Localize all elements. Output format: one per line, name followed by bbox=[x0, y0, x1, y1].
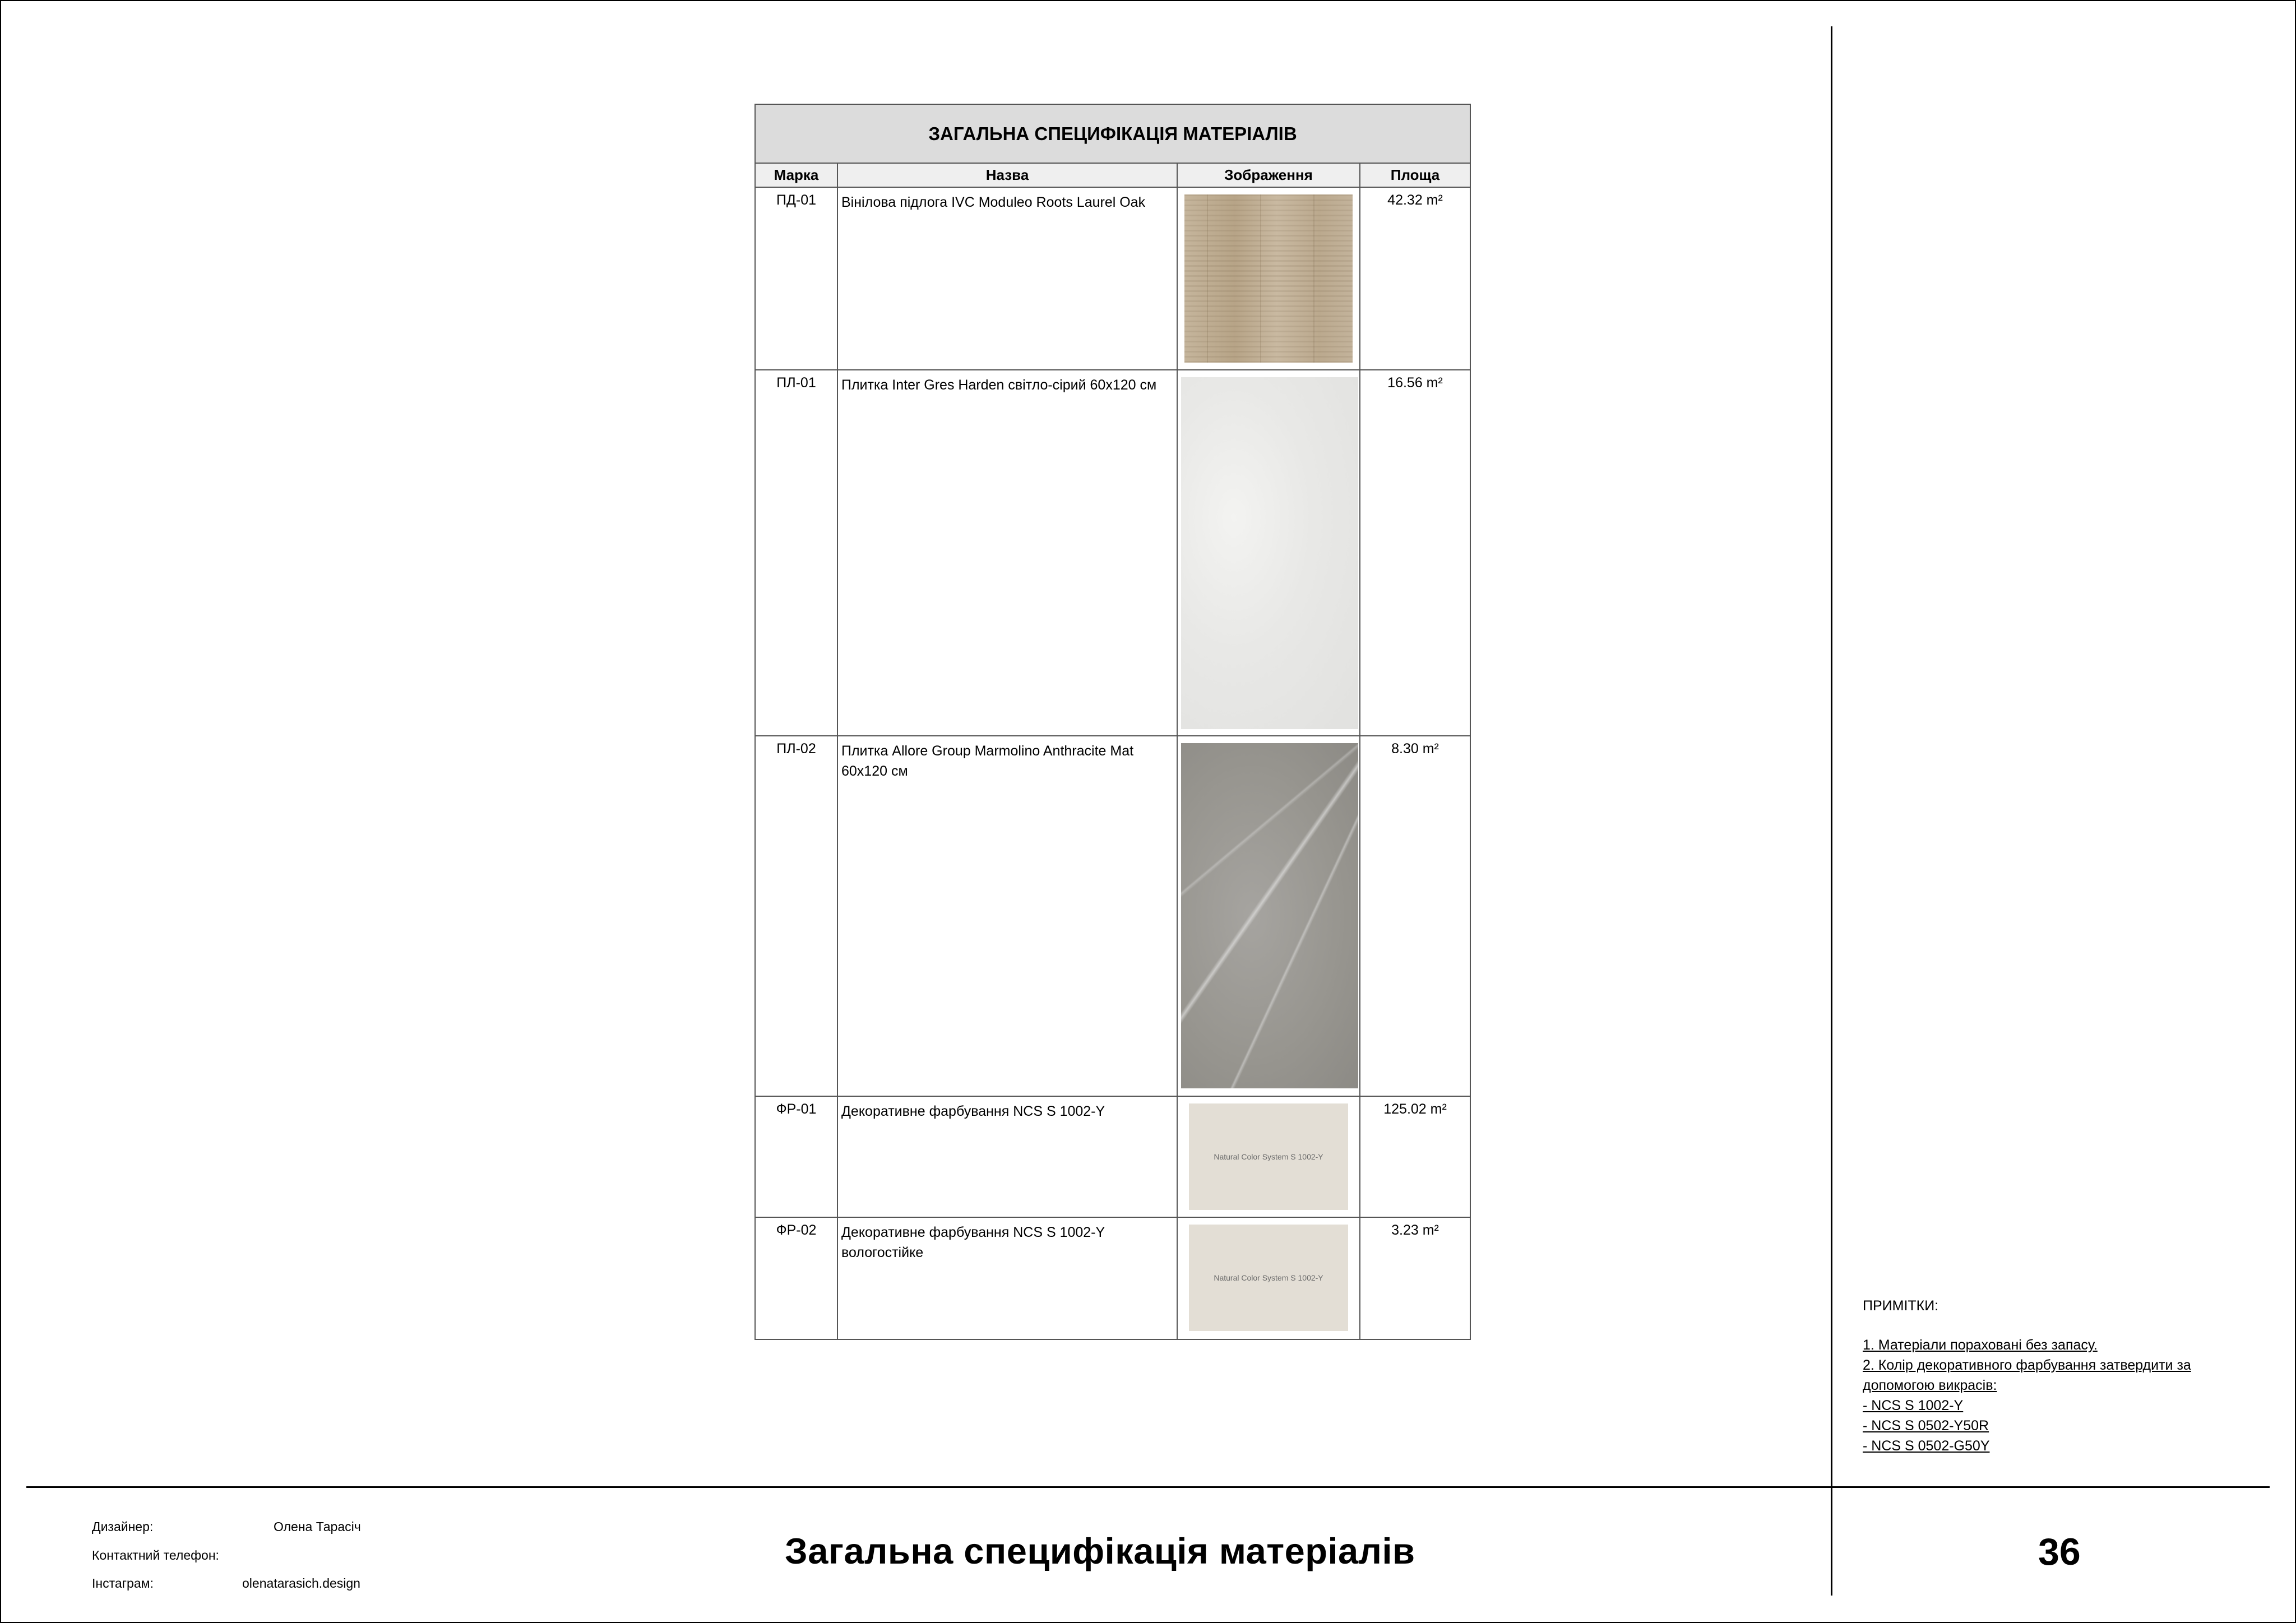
designer-label: Дизайнер: bbox=[92, 1519, 154, 1534]
light-tile-swatch bbox=[1181, 377, 1358, 729]
table-row bbox=[755, 370, 1470, 736]
row-name: Декоративне фарбування NCS S 1002-Y вологостійке bbox=[837, 1217, 1177, 1339]
page-title: Загальна специфікація матеріалів bbox=[785, 1531, 1415, 1571]
row-image-cell bbox=[1177, 736, 1360, 1096]
header-name: Назва bbox=[837, 163, 1177, 187]
swatch-label: Natural Color System S 1002-Y bbox=[1214, 1152, 1323, 1161]
wood-floor-swatch bbox=[1184, 194, 1353, 363]
header-mark: Марка bbox=[755, 163, 837, 187]
materials-spec-table bbox=[754, 104, 1471, 1340]
horizontal-divider bbox=[26, 1486, 2270, 1488]
designer-value: Олена Тарасіч bbox=[274, 1519, 361, 1534]
row-mark: ФР-01 bbox=[755, 1096, 837, 1217]
row-area: 16.56 m² bbox=[1360, 370, 1470, 736]
swatch-label: Natural Color System S 1002-Y bbox=[1214, 1273, 1323, 1282]
note-line: - NCS S 0502-G50Y bbox=[1863, 1438, 1990, 1454]
note-line: - NCS S 0502-Y50R bbox=[1863, 1418, 1989, 1434]
row-name: Плитка Allore Group Marmolino Anthracite Mat 60x120 см bbox=[837, 736, 1177, 1096]
notes-block bbox=[1863, 1296, 2191, 1456]
vertical-divider bbox=[1831, 26, 1832, 1596]
row-mark: ПД-01 bbox=[755, 187, 837, 370]
row-image-cell bbox=[1177, 1217, 1360, 1339]
row-image-cell bbox=[1177, 187, 1360, 370]
note-line: 1. Матеріали пораховані без запасу. bbox=[1863, 1337, 2098, 1353]
header-area: Площа bbox=[1360, 163, 1470, 187]
row-name: Вінілова підлога IVC Moduleo Roots Laurel Oak bbox=[837, 187, 1177, 370]
note-line: 2. Колір декоративного фарбування затвердити за bbox=[1863, 1357, 2191, 1373]
phone-label: Контактний телефон: bbox=[92, 1548, 219, 1562]
row-area: 8.30 m² bbox=[1360, 736, 1470, 1096]
table-title: ЗАГАЛЬНА СПЕЦИФІКАЦІЯ МАТЕРІАЛІВ bbox=[755, 104, 1470, 163]
page-number: 36 bbox=[2038, 1531, 2081, 1573]
row-name: Плитка Inter Gres Harden світло-сірий 60x120 см bbox=[837, 370, 1177, 736]
marble-tile-swatch bbox=[1181, 743, 1358, 1088]
row-image-cell bbox=[1177, 370, 1360, 736]
table-row bbox=[755, 187, 1470, 370]
notes-title: ПРИМІТКИ: bbox=[1863, 1298, 1939, 1314]
row-area: 3.23 m² bbox=[1360, 1217, 1470, 1339]
row-image-cell bbox=[1177, 1096, 1360, 1217]
row-mark: ПЛ-01 bbox=[755, 370, 837, 736]
instagram-label: Інстаграм: bbox=[92, 1576, 154, 1590]
instagram-value: olenatarasich.design bbox=[242, 1576, 360, 1590]
row-mark: ПЛ-02 bbox=[755, 736, 837, 1096]
row-name: Декоративне фарбування NCS S 1002-Y bbox=[837, 1096, 1177, 1217]
ncs-paint-swatch bbox=[1189, 1225, 1348, 1331]
row-area: 42.32 m² bbox=[1360, 187, 1470, 370]
note-line: допомогою викрасів: bbox=[1863, 1378, 1997, 1393]
row-mark: ФР-02 bbox=[755, 1217, 837, 1339]
ncs-paint-swatch bbox=[1189, 1103, 1348, 1210]
row-area: 125.02 m² bbox=[1360, 1096, 1470, 1217]
table-row bbox=[755, 736, 1470, 1096]
note-line: - NCS S 1002-Y bbox=[1863, 1398, 1964, 1413]
table-row bbox=[755, 1096, 1470, 1217]
header-image: Зображення bbox=[1177, 163, 1360, 187]
table-row bbox=[755, 1217, 1470, 1339]
